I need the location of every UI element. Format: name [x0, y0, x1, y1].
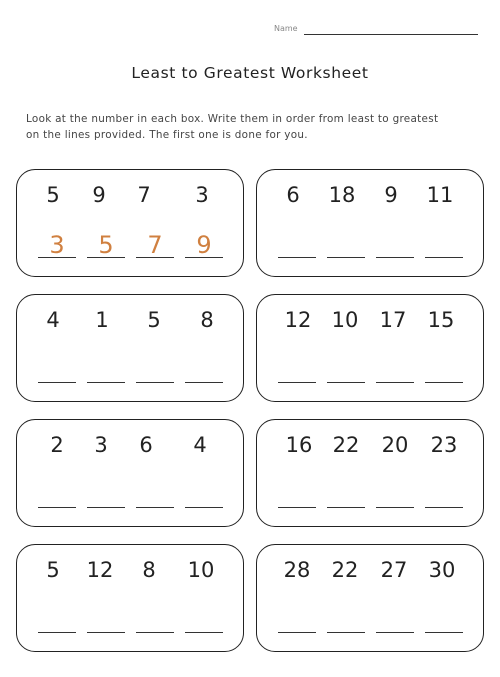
problem-box	[256, 294, 484, 402]
given-number: 22	[331, 558, 359, 582]
answer-line[interactable]	[425, 507, 463, 508]
given-number: 11	[426, 183, 454, 207]
answer-line[interactable]	[278, 257, 316, 258]
answer-line[interactable]	[327, 507, 365, 508]
answer-line[interactable]	[136, 257, 174, 258]
given-number: 30	[428, 558, 456, 582]
given-number: 6	[139, 433, 153, 457]
given-number: 10	[331, 308, 359, 332]
given-number: 27	[380, 558, 408, 582]
name-field	[274, 24, 478, 38]
problem-box	[16, 169, 244, 277]
answer-line[interactable]	[136, 382, 174, 383]
given-number: 17	[379, 308, 407, 332]
given-number: 10	[187, 558, 215, 582]
given-number: 4	[46, 308, 60, 332]
answer-line[interactable]	[38, 382, 76, 383]
answer-line[interactable]	[38, 632, 76, 633]
given-number: 8	[142, 558, 156, 582]
given-number: 3	[94, 433, 108, 457]
answer-line[interactable]	[278, 507, 316, 508]
given-number: 23	[430, 433, 458, 457]
given-number: 6	[286, 183, 300, 207]
answer-line[interactable]	[185, 257, 223, 258]
answer-line[interactable]	[376, 507, 414, 508]
given-number: 12	[284, 308, 312, 332]
answer-value: 3	[49, 231, 65, 259]
problem-box	[256, 544, 484, 652]
answer-line[interactable]	[87, 257, 125, 258]
answer-line[interactable]	[185, 632, 223, 633]
answer-line[interactable]	[376, 257, 414, 258]
answer-value: 7	[147, 231, 163, 259]
name-label: Name	[274, 24, 298, 33]
given-number: 5	[46, 558, 60, 582]
given-number: 12	[86, 558, 114, 582]
answer-line[interactable]	[87, 382, 125, 383]
answer-line[interactable]	[425, 382, 463, 383]
instructions: Look at the number in each box. Write them in order from least to greatest on the lines provided. The first one is done for you.	[26, 113, 439, 141]
given-number: 7	[137, 183, 151, 207]
given-number: 1	[95, 308, 109, 332]
given-number: 4	[193, 433, 207, 457]
problem-box	[16, 294, 244, 402]
answer-line[interactable]	[376, 382, 414, 383]
answer-line[interactable]	[327, 257, 365, 258]
given-number: 9	[384, 183, 398, 207]
given-number: 15	[427, 308, 455, 332]
answer-value: 9	[196, 231, 212, 259]
answer-line[interactable]	[87, 632, 125, 633]
answer-line[interactable]	[185, 507, 223, 508]
worksheet-title: Least to Greatest Worksheet	[131, 64, 369, 82]
answer-line[interactable]	[136, 632, 174, 633]
answer-line[interactable]	[136, 507, 174, 508]
answer-line[interactable]	[87, 507, 125, 508]
problem-box	[16, 544, 244, 652]
given-number: 9	[92, 183, 106, 207]
problem-box	[256, 419, 484, 527]
given-number: 22	[332, 433, 360, 457]
answer-line[interactable]	[327, 382, 365, 383]
given-number: 8	[200, 308, 214, 332]
answer-line[interactable]	[425, 632, 463, 633]
given-number: 5	[147, 308, 161, 332]
given-number: 3	[195, 183, 209, 207]
answer-line[interactable]	[38, 257, 76, 258]
given-number: 2	[50, 433, 64, 457]
problem-box	[16, 419, 244, 527]
name-line[interactable]	[304, 34, 478, 35]
given-number: 28	[283, 558, 311, 582]
answer-line[interactable]	[376, 632, 414, 633]
answer-line[interactable]	[185, 382, 223, 383]
given-number: 5	[46, 183, 60, 207]
given-number: 16	[285, 433, 313, 457]
answer-line[interactable]	[278, 382, 316, 383]
problem-box	[256, 169, 484, 277]
answer-line[interactable]	[38, 507, 76, 508]
given-number: 18	[328, 183, 356, 207]
answer-line[interactable]	[278, 632, 316, 633]
answer-line[interactable]	[425, 257, 463, 258]
answer-line[interactable]	[327, 632, 365, 633]
answer-value: 5	[98, 231, 114, 259]
given-number: 20	[381, 433, 409, 457]
